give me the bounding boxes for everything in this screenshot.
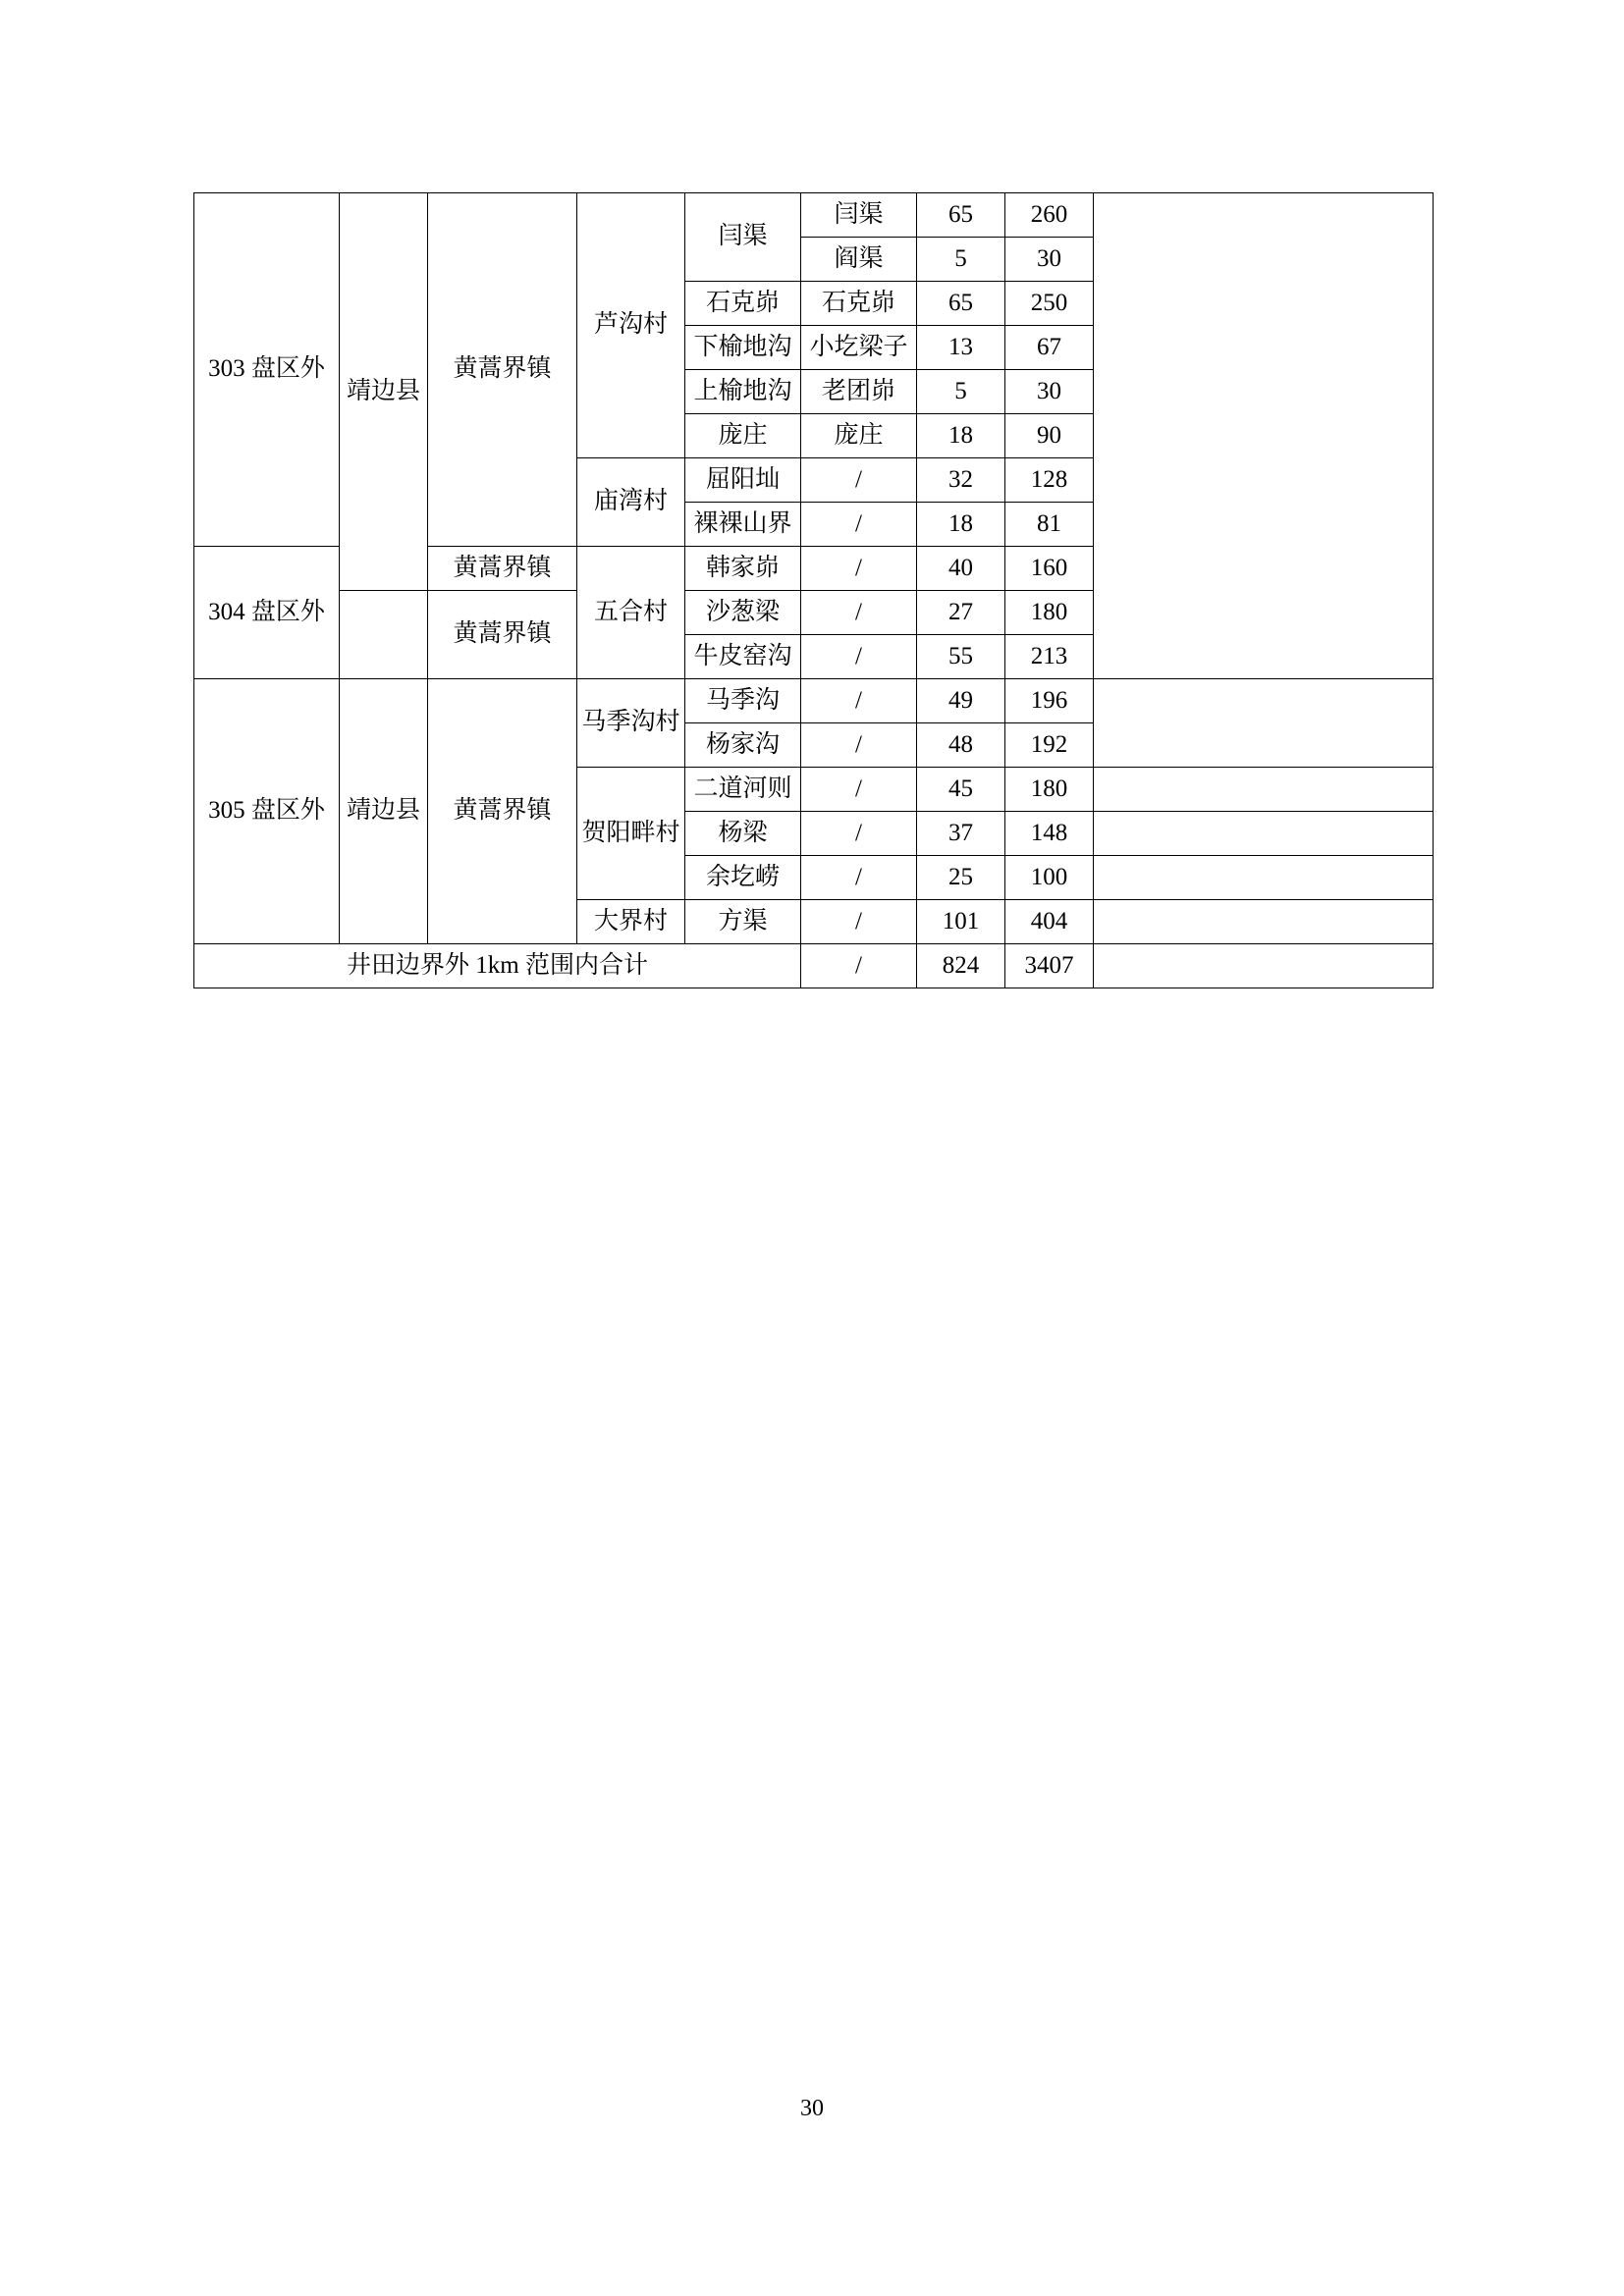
cell-households: 48 (917, 723, 1005, 768)
cell-population: 260 (1005, 193, 1094, 238)
cell-county-jingbian: 靖边县 (340, 193, 428, 591)
cell-natural-village: 阎渠 (801, 238, 917, 282)
cell-panel-303: 303 盘区外 (194, 193, 340, 547)
cell-population: 196 (1005, 679, 1094, 723)
cell-village-wuhe: 五合村 (577, 547, 685, 679)
table-row (194, 679, 1434, 723)
cell-natural-village: / (801, 591, 917, 635)
cell-group-fangqu: 方渠 (685, 900, 801, 944)
cell-natural-village: / (801, 856, 917, 900)
cell-households: 55 (917, 635, 1005, 679)
cell-total-population: 3407 (1005, 944, 1094, 988)
cell-natural-village: / (801, 458, 917, 503)
cell-county-jingbian: 靖边县 (340, 679, 428, 944)
cell-group-erdaohoze: 二道河则 (685, 768, 801, 812)
cell-village-miaowan: 庙湾村 (577, 458, 685, 547)
cell-natural-village: / (801, 503, 917, 547)
cell-population: 128 (1005, 458, 1094, 503)
cell-population: 30 (1005, 370, 1094, 414)
cell-town-huanghaojie: 黄蒿界镇 (428, 591, 577, 679)
cell-total-remark (1094, 944, 1434, 988)
table-container (193, 192, 1433, 988)
cell-group-yangjiagou: 杨家沟 (685, 723, 801, 768)
cell-population: 180 (1005, 591, 1094, 635)
cell-population: 404 (1005, 900, 1094, 944)
cell-remark (1094, 812, 1434, 856)
cell-households: 101 (917, 900, 1005, 944)
cell-households: 65 (917, 282, 1005, 326)
cell-town-huanghaojie: 黄蒿界镇 (428, 193, 577, 547)
cell-households: 27 (917, 591, 1005, 635)
cell-remark (1094, 856, 1434, 900)
table-total-row (194, 944, 1434, 988)
cell-group-niupiyaogou: 牛皮窑沟 (685, 635, 801, 679)
village-population-table (193, 192, 1434, 988)
cell-population: 160 (1005, 547, 1094, 591)
cell-natural-village: 老团峁 (801, 370, 917, 414)
cell-natural-village: / (801, 679, 917, 723)
cell-households: 18 (917, 503, 1005, 547)
page-number: 30 (800, 2096, 824, 2121)
cell-remark (1094, 768, 1434, 812)
cell-population: 30 (1005, 238, 1094, 282)
cell-natural-village: / (801, 812, 917, 856)
cell-natural-village: 石克峁 (801, 282, 917, 326)
table-row (194, 193, 1434, 238)
cell-natural-village: / (801, 900, 917, 944)
cell-group-majigou: 马季沟 (685, 679, 801, 723)
cell-group-yangliang: 杨梁 (685, 812, 801, 856)
cell-group-quyangwa: 屈阳圸 (685, 458, 801, 503)
cell-total-label: 井田边界外 1km 范围内合计 (194, 944, 801, 988)
cell-households: 49 (917, 679, 1005, 723)
cell-natural-village: 小圪梁子 (801, 326, 917, 370)
cell-population: 90 (1005, 414, 1094, 458)
cell-households: 37 (917, 812, 1005, 856)
cell-households: 40 (917, 547, 1005, 591)
cell-group-hanjiamao: 韩家峁 (685, 547, 801, 591)
cell-population: 81 (1005, 503, 1094, 547)
cell-group-shikemao: 石克峁 (685, 282, 801, 326)
cell-group-yugelao: 余圪崂 (685, 856, 801, 900)
cell-county-jingbian (340, 591, 428, 679)
cell-village-majigou: 马季沟村 (577, 679, 685, 768)
cell-town-huanghaojie: 黄蒿界镇 (428, 547, 577, 591)
cell-town-huanghaojie: 黄蒿界镇 (428, 679, 577, 944)
cell-households: 25 (917, 856, 1005, 900)
cell-village-lugou: 芦沟村 (577, 193, 685, 458)
cell-remark (1094, 193, 1434, 679)
cell-panel-305: 305 盘区外 (194, 679, 340, 944)
cell-remark (1094, 900, 1434, 944)
cell-natural-village: / (801, 723, 917, 768)
cell-group-shangyudigou: 上榆地沟 (685, 370, 801, 414)
cell-natural-village: / (801, 635, 917, 679)
cell-group-yanqu: 闫渠 (685, 193, 801, 282)
cell-households: 45 (917, 768, 1005, 812)
cell-natural-village: 闫渠 (801, 193, 917, 238)
cell-population: 192 (1005, 723, 1094, 768)
cell-natural-village: / (801, 547, 917, 591)
cell-group-pangzhuang: 庞庄 (685, 414, 801, 458)
cell-group-xiayudigou: 下榆地沟 (685, 326, 801, 370)
cell-population: 148 (1005, 812, 1094, 856)
cell-natural-village: 庞庄 (801, 414, 917, 458)
cell-group-luoluoshanjie: 裸裸山界 (685, 503, 801, 547)
cell-population: 67 (1005, 326, 1094, 370)
cell-panel-304: 304 盘区外 (194, 547, 340, 679)
cell-households: 18 (917, 414, 1005, 458)
cell-population: 180 (1005, 768, 1094, 812)
cell-households: 5 (917, 238, 1005, 282)
cell-households: 13 (917, 326, 1005, 370)
cell-households: 65 (917, 193, 1005, 238)
cell-population: 213 (1005, 635, 1094, 679)
cell-natural-village: / (801, 768, 917, 812)
cell-total-households: 824 (917, 944, 1005, 988)
cell-group-shacongliang: 沙葱梁 (685, 591, 801, 635)
cell-village-heyangpan: 贺阳畔村 (577, 768, 685, 900)
cell-households: 5 (917, 370, 1005, 414)
cell-village-dajie: 大界村 (577, 900, 685, 944)
cell-population: 250 (1005, 282, 1094, 326)
cell-population: 100 (1005, 856, 1094, 900)
cell-remark (1094, 679, 1434, 768)
cell-households: 32 (917, 458, 1005, 503)
cell-total-natural: / (801, 944, 917, 988)
